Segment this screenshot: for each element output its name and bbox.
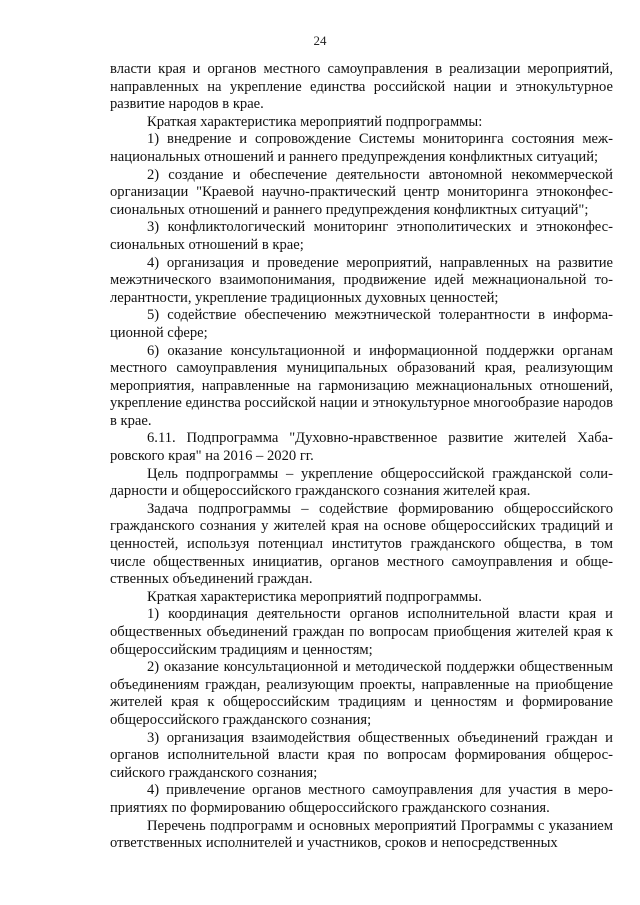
paragraph-measures-heading: Краткая характеристика мероприятий подпрограммы:: [147, 113, 483, 130]
list-item: 6) оказание консультационной и информационной поддержки органам местного самоуправления муниципальных образований края, реализующим мероприятия, направленные на гармонизацию межнациональных отношений, укрепление единства российской нации и этнокультурное многообразие народов в крае.: [110, 342, 613, 429]
paragraph-continuation: власти края и органов местного самоуправления в реализации мероприятий, направленных на укрепление единства российской нации и этнокультурное развитие народов в крае.: [110, 61, 613, 113]
paragraph-list-intro: Перечень подпрограмм и основных мероприятий Программы с указанием ответственных исполнителей и участников, сроков и непосредственных: [110, 817, 613, 852]
subprogram-heading: 6.11. Подпрограмма "Духовно-нравственное развитие жителей Хабаровского края" на 2016 – 2020 гг.: [110, 430, 613, 465]
paragraph-goal: Цель подпрограммы – укрепление общероссийской гражданской солидарности и общероссийского гражданского сознания жителей края.: [110, 465, 613, 500]
list-item: 1) координация деятельности органов исполнительной власти края и общественных объединений граждан по вопросам приобщения жителей края к общероссийским традициям и ценностям;: [110, 606, 613, 658]
list-item: 1) внедрение и сопровождение Системы мониторинга состояния межнациональных отношений и раннего предупреждения конфликтных ситуаций;: [110, 131, 613, 165]
list-item: 3) организация взаимодействия общественных объединений граждан и органов исполнительной власти края по вопросам формирования общероссийского гражданского сознания;: [110, 729, 613, 781]
paragraph-task: Задача подпрограммы – содействие формированию общероссийского гражданского сознания у жителей края на основе общероссийских традиций и ценностей, используя потенциал институтов гражданского общества, в том числе общественных инициатив, органов местного самоуправления и общественных объединений граждан.: [110, 500, 613, 588]
page-number: 24: [313, 33, 327, 48]
list-item: 2) оказание консультационной и методической поддержки общественным объединениям граждан, реализующим проекты, направленные на приобщение жителей края к общероссийским традициям и ценностям и формирование общероссийского гражданского сознания;: [110, 659, 613, 728]
document-body: [110, 61, 613, 853]
list-item: 4) организация и проведение мероприятий, направленных на развитие межэтнического взаимопонимания, продвижение идей межнациональной толерантности, укрепление традиционных духовных ценностей;: [110, 254, 613, 306]
list-item: 4) привлечение органов местного самоуправления для участия в мероприятиях по формированию общероссийского гражданского сознания.: [110, 782, 613, 816]
list-item: 3) конфликтологический мониторинг этнополитических и этноконфессиональных отношений в крае;: [110, 219, 613, 253]
list-item: 2) создание и обеспечение деятельности автономной некоммерческой организации "Краевой научно-практический центр мониторинга этноконфессиональных отношений и раннего предупреждения конфликтных ситуаций";: [110, 166, 613, 218]
list-item: 5) содействие обеспечению межэтнической толерантности в информационной сфере;: [110, 307, 613, 341]
paragraph-measures-heading: Краткая характеристика мероприятий подпрограммы.: [147, 588, 482, 605]
